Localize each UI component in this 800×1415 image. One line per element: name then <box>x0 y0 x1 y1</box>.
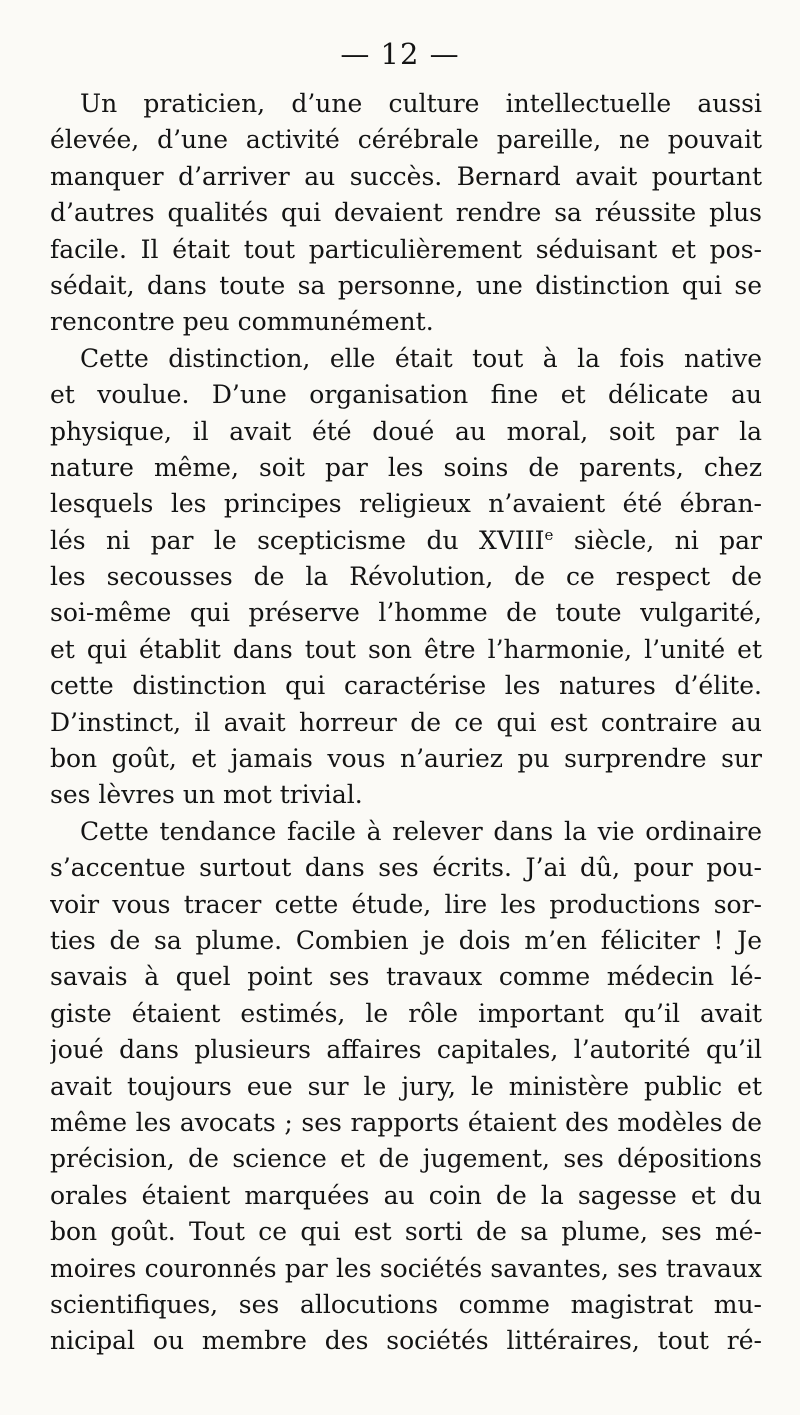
text-line: d’autres qualités qui devaient rendre sa réussite plus <box>50 198 762 228</box>
text-line: et qui établit dans tout son être l’harmonie, l’unité et <box>50 634 762 664</box>
text-line: giste étaient estimés, le rôle important qu’il avait <box>50 998 762 1028</box>
text-line: nicipal ou membre des sociétés littéraires, tout ré- <box>50 1326 762 1356</box>
text-line: même les avocats ; ses rapports étaient des modèles de <box>50 1107 762 1137</box>
text-line: lesquels les principes religieux n’avaient été ébran- <box>50 489 762 519</box>
text-line: ties de sa plume. Combien je dois m’en féliciter ! Je <box>50 925 762 955</box>
text-line: moires couronnés par les sociétés savantes, ses travaux <box>50 1253 762 1283</box>
text-line: facile. Il était tout particulièrement séduisant et pos- <box>50 234 762 264</box>
page-number: — 12 — <box>340 37 460 71</box>
text-line: et voulue. D’une organisation fine et délicate au <box>50 380 762 410</box>
body-text <box>50 86 762 1360</box>
text-line: ses lèvres un mot trivial. <box>50 780 363 810</box>
text-line: les secousses de la Révolution, de ce respect de <box>50 562 762 592</box>
text-line: joué dans plusieurs affaires capitales, l’autorité qu’il <box>50 1035 762 1065</box>
text-line: manquer d’arriver au succès. Bernard avait pourtant <box>50 161 762 191</box>
text-line: soi-même qui préserve l’homme de toute vulgarité, <box>50 598 762 628</box>
text-line: avait toujours eue sur le jury, le ministère public et <box>50 1071 762 1101</box>
text-line: cette distinction qui caractérise les natures d’élite. <box>50 671 762 701</box>
text-line: Cette tendance facile à relever dans la vie ordinaire <box>80 816 762 846</box>
text-line: rencontre peu communément. <box>50 307 434 337</box>
text-line: Cette distinction, elle était tout à la fois native <box>80 343 762 373</box>
text-line: sédait, dans toute sa personne, une distinction qui se <box>50 270 762 300</box>
text-line: précision, de science et de jugement, ses dépositions <box>50 1144 762 1174</box>
text-line: physique, il avait été doué au moral, soit par la <box>50 416 762 446</box>
text-line: lés ni par le scepticisme du XVIIIe siècle, ni par <box>50 525 762 555</box>
text-line: voir vous tracer cette étude, lire les productions sor- <box>50 889 762 919</box>
text-line: savais à quel point ses travaux comme médecin lé- <box>50 962 762 992</box>
text-line: élevée, d’une activité cérébrale pareille, ne pouvait <box>50 125 762 155</box>
text-line: nature même, soit par les soins de parents, chez <box>50 452 762 482</box>
text-line: s’accentue surtout dans ses écrits. J’ai dû, pour pou- <box>50 853 762 883</box>
text-line: D’instinct, il avait horreur de ce qui est contraire au <box>50 707 762 737</box>
text-line: orales étaient marquées au coin de la sagesse et du <box>50 1180 762 1210</box>
text-line: Un praticien, d’une culture intellectuelle aussi <box>80 89 762 118</box>
text-line: scientifiques, ses allocutions comme magistrat mu- <box>50 1289 762 1319</box>
text-line: bon goût. Tout ce qui est sorti de sa plume, ses mé- <box>50 1217 762 1247</box>
text-line: bon goût, et jamais vous n’auriez pu surprendre sur <box>50 744 762 774</box>
